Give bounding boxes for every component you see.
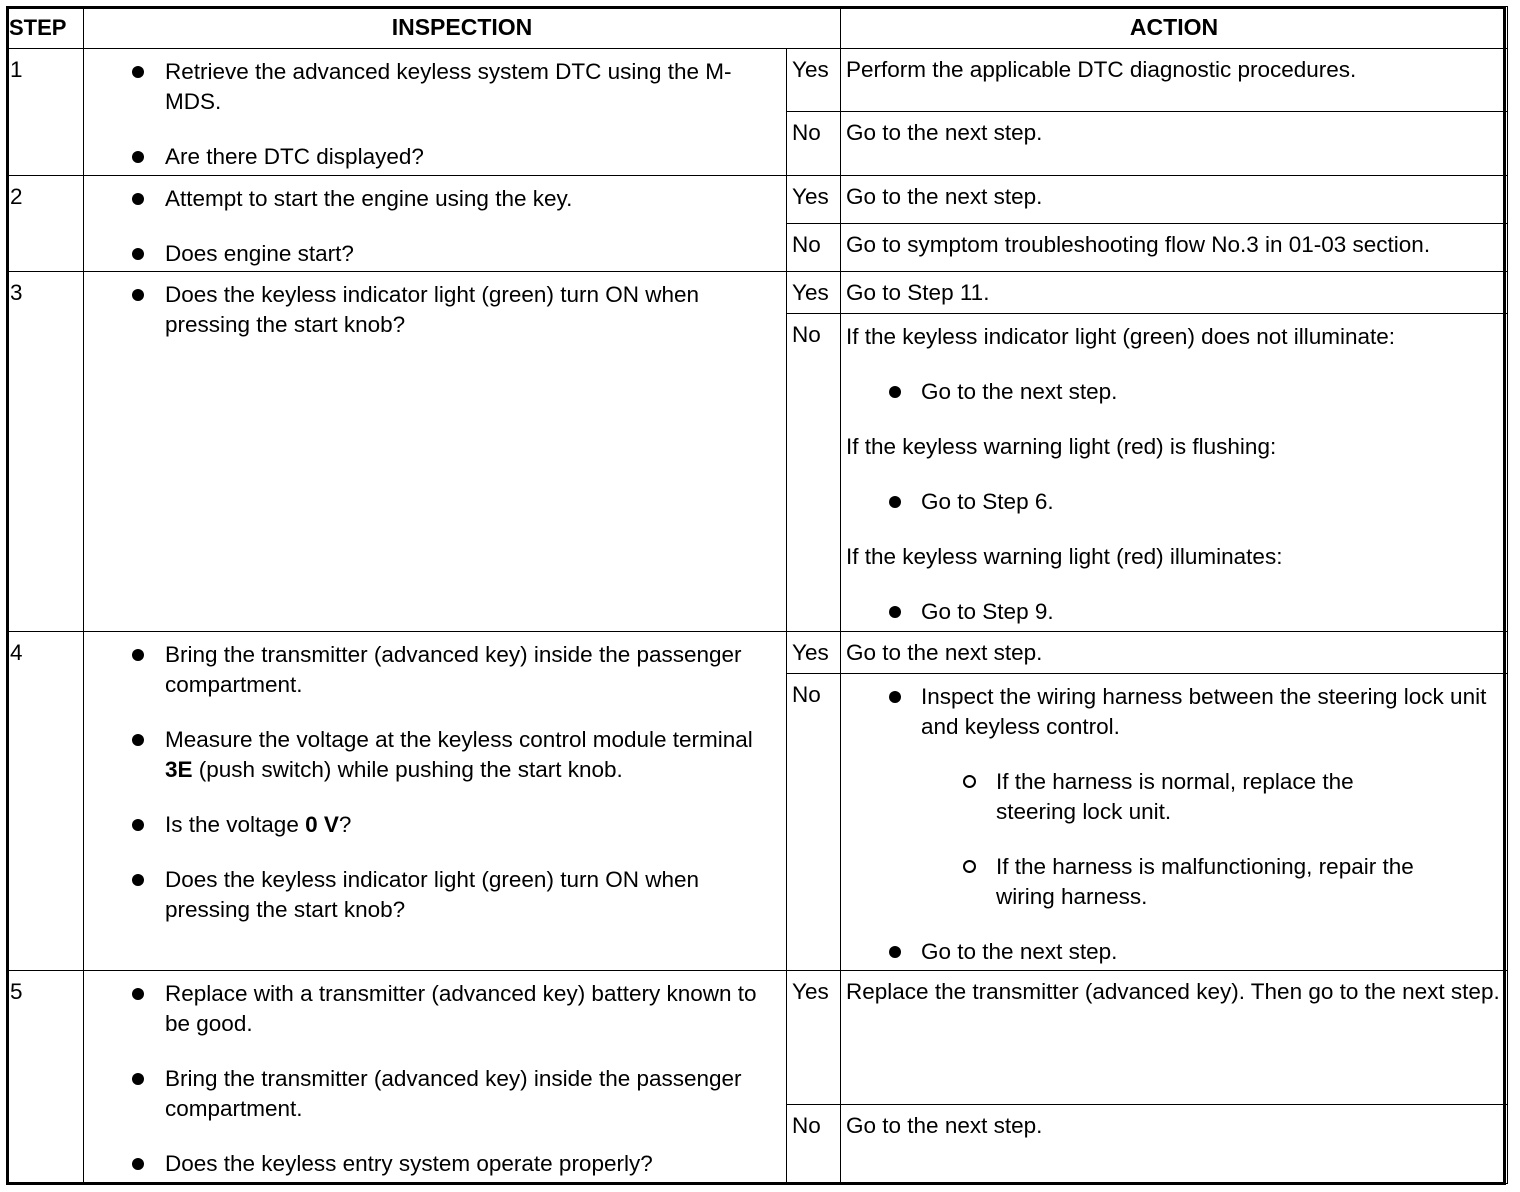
header-row — [7, 7, 1508, 49]
bullet-icon — [132, 649, 144, 661]
step-column-header: STEP — [7, 7, 84, 49]
yes-action: Perform the applicable DTC diagnostic procedures. — [841, 49, 1508, 112]
bullet-icon — [889, 606, 901, 618]
bullet-icon — [132, 66, 144, 78]
condition-text: If the keyless warning light (red) illuminates: — [846, 544, 1283, 569]
no-label: No — [787, 314, 841, 632]
action-item: Go to the next step. — [846, 377, 1503, 407]
step-number: 5 — [7, 971, 84, 1184]
no-label: No — [787, 112, 841, 176]
inspection-item: Bring the transmitter (advanced key) inside the passenger compartment. — [84, 640, 766, 700]
step-1-yes-row — [7, 49, 1508, 112]
step-2-yes-row — [7, 176, 1508, 224]
yes-action: Replace the transmitter (advanced key). Then go to the next step. — [841, 971, 1508, 1105]
inspection-item: Does the keyless indicator light (green) turn ON when pressing the start knob? — [84, 280, 766, 340]
condition-text: If the keyless indicator light (green) does not illuminate: — [846, 324, 1396, 349]
action-subitem: If the harness is normal, replace the steering lock unit. — [846, 767, 1503, 827]
yes-action: Go to the next step. — [841, 176, 1508, 224]
step-2-inspection — [84, 176, 787, 272]
inspection-item: Does the keyless indicator light (green) turn ON when pressing the start knob? — [84, 865, 766, 925]
step-number: 2 — [7, 176, 84, 272]
bullet-icon — [132, 819, 144, 831]
action-item: Go to the next step. — [846, 937, 1503, 967]
step-3-inspection — [84, 272, 787, 632]
condition-text: If the keyless warning light (red) is flushing: — [846, 434, 1277, 459]
bullet-icon — [889, 496, 901, 508]
yes-label: Yes — [787, 176, 841, 224]
inspection-item: Retrieve the advanced keyless system DTC using the M-MDS. — [84, 57, 766, 117]
step-5-yes-row — [7, 971, 1508, 1105]
inspection-item: Bring the transmitter (advanced key) inside the passenger compartment. — [84, 1064, 766, 1124]
inspection-item: Is the voltage 0 V? — [84, 810, 766, 840]
bullet-icon — [132, 1073, 144, 1085]
inspection-item: Replace with a transmitter (advanced key) battery known to be good. — [84, 979, 766, 1039]
no-action: Go to the next step. — [841, 1105, 1508, 1184]
yes-label: Yes — [787, 971, 841, 1105]
inspection-item: Are there DTC displayed? — [84, 142, 766, 172]
step-3-yes-row — [7, 272, 1508, 314]
no-label: No — [787, 674, 841, 971]
circle-bullet-icon — [963, 775, 976, 788]
circle-bullet-icon — [963, 860, 976, 873]
bullet-icon — [132, 1158, 144, 1170]
step-number: 4 — [7, 632, 84, 971]
no-action: Go to symptom troubleshooting flow No.3 in 01-03 section. — [841, 224, 1508, 272]
action-subitem: If the harness is malfunctioning, repair the wiring harness. — [846, 852, 1503, 912]
step-5-inspection — [84, 971, 787, 1184]
no-label: No — [787, 1105, 841, 1184]
step-4-inspection — [84, 632, 787, 971]
step-4-yes-row — [7, 632, 1508, 674]
bullet-icon — [132, 193, 144, 205]
inspection-item: Does the keyless entry system operate properly? — [84, 1149, 766, 1179]
troubleshooting-table — [6, 6, 1508, 1184]
bullet-icon — [132, 734, 144, 746]
step-number: 1 — [7, 49, 84, 176]
bullet-icon — [132, 874, 144, 886]
bullet-icon — [889, 691, 901, 703]
yes-action: Go to Step 11. — [841, 272, 1508, 314]
troubleshooting-document — [6, 6, 1506, 1185]
bullet-icon — [132, 151, 144, 163]
action-column-header: ACTION — [841, 7, 1508, 49]
bullet-icon — [889, 386, 901, 398]
action-item: Go to Step 9. — [846, 597, 1503, 627]
step-1-inspection — [84, 49, 787, 176]
action-item: Go to Step 6. — [846, 487, 1503, 517]
inspection-item: Attempt to start the engine using the key. — [84, 184, 766, 214]
step-4-no-action — [841, 674, 1508, 971]
inspection-column-header: INSPECTION — [84, 7, 841, 49]
no-label: No — [787, 224, 841, 272]
no-action: Go to the next step. — [841, 112, 1508, 176]
bullet-icon — [889, 946, 901, 958]
step-3-no-action — [841, 314, 1508, 632]
action-item: Inspect the wiring harness between the steering lock unit and keyless control. — [846, 682, 1503, 742]
yes-action: Go to the next step. — [841, 632, 1508, 674]
bullet-icon — [132, 289, 144, 301]
step-number: 3 — [7, 272, 84, 632]
inspection-item: Measure the voltage at the keyless control module terminal 3E (push switch) while pushing the start knob. — [84, 725, 766, 785]
bullet-icon — [132, 988, 144, 1000]
yes-label: Yes — [787, 272, 841, 314]
bullet-icon — [132, 248, 144, 260]
inspection-item: Does engine start? — [84, 239, 766, 269]
yes-label: Yes — [787, 632, 841, 674]
yes-label: Yes — [787, 49, 841, 112]
